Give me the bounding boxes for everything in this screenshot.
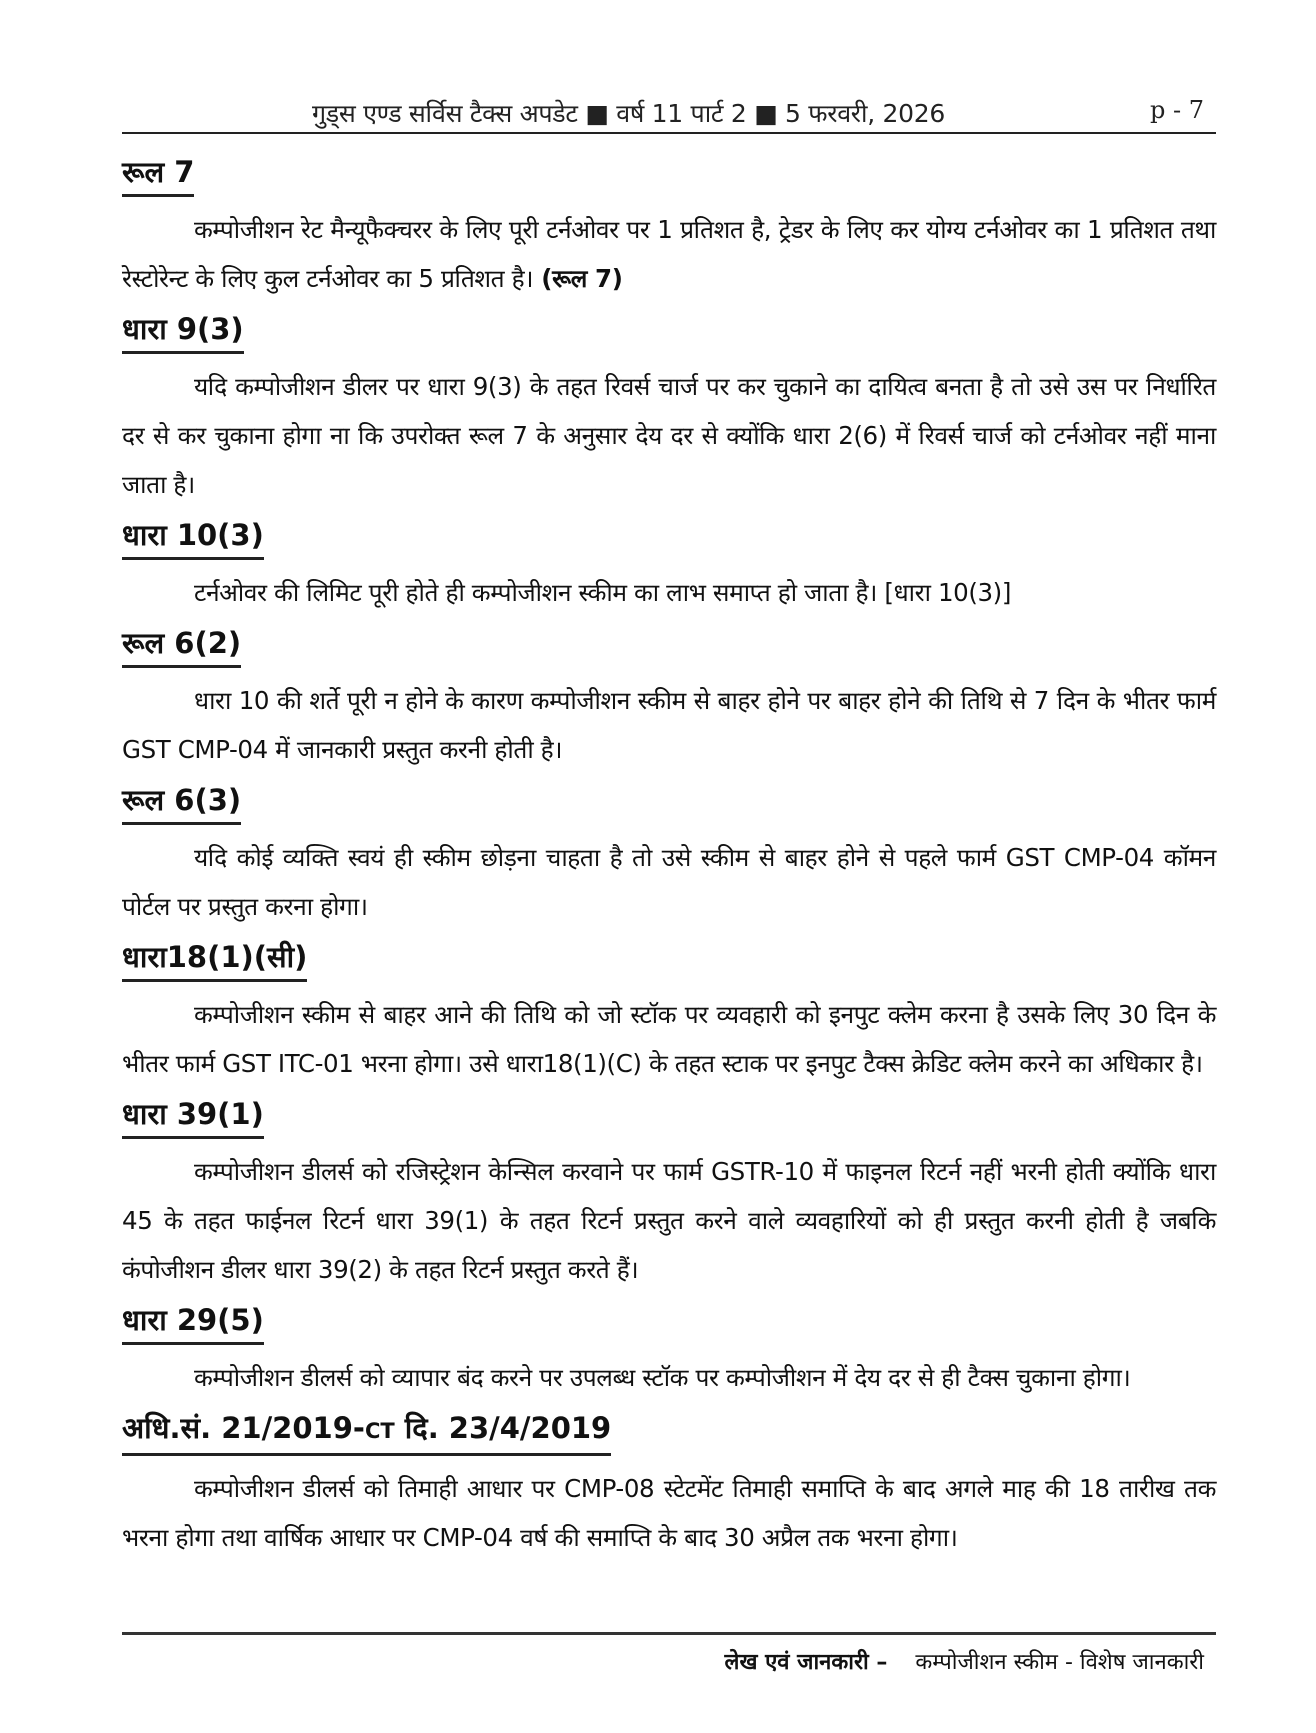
page-header [122, 92, 1216, 132]
paragraph [122, 205, 1216, 303]
paragraph: टर्नओवर की लिमिट पूरी होते ही कम्पोजीशन स्कीम का लाभ समाप्त हो जाता है। [धारा 10(3)] [194, 578, 1011, 607]
section-heading [122, 1408, 611, 1456]
article-body [122, 152, 1216, 1568]
section-heading: रूल 6(3) [122, 780, 241, 825]
paragraph: कम्पोजीशन डीलर्स को तिमाही आधार पर CMP-08 स्टेटमेंट तिमाही समाप्ति के बाद अगले माह की 18 तारीख तक भरना होगा तथा वार्षिक आधार पर CMP-04 वर्ष की समाप्ति के बाद 30 अप्रैल तक भरना होगा। [122, 1474, 1216, 1552]
paragraph: यदि कम्पोजीशन डीलर पर धारा 9(3) के तहत रिवर्स चार्ज पर कर चुकाने का दायित्व बनता है तो उसे उस पर निर्धारित दर से कर चुकाना होगा ना कि उपरोक्त रूल 7 के अनुसार देय दर से क्योंकि धारा 2(6) में रिवर्स चार्ज को टर्नओवर नहीं माना जाता है। [122, 372, 1216, 499]
heading-ct: CT [364, 1419, 395, 1443]
section-heading: धारा 9(3) [122, 309, 244, 354]
footer-text: कम्पोजीशन स्कीम - विशेष जानकारी [915, 1650, 1204, 1675]
section-dhara-10-3 [122, 515, 1216, 617]
paragraph: धारा 10 की शर्ते पूरी न होने के कारण कम्पोजीशन स्कीम से बाहर होने पर बाहर होने की तिथि से 7 दिन के भीतर फार्म GST CMP-04 में जानकारी प्रस्तुत करनी होती है। [122, 686, 1216, 764]
section-dhara-9-3 [122, 309, 1216, 509]
section-heading: धारा18(1)(सी) [122, 937, 307, 982]
paragraph: कम्पोजीशन स्कीम से बाहर आने की तिथि को जो स्टॉक पर व्यवहारी को इनपुट क्लेम करना है उसके लिए 30 दिन के भीतर फार्म GST ITC-01 भरना होगा। उसे धारा18(1)(C) के तहत स्टाक पर इनपुट टैक्स क्रेडिट क्लेम करने का अधिकार है। [122, 1000, 1216, 1078]
section-heading: धारा 39(1) [122, 1094, 264, 1139]
paragraph-text: कम्पोजीशन रेट मैन्यूफैक्चरर के लिए पूरी टर्नओवर पर 1 प्रतिशत है, ट्रेडर के लिए कर योग्य टर्नओवर का 1 प्रतिशत तथा रेस्टोरेन्ट के लिए कुल टर्नओवर का 5 प्रतिशत है। [122, 215, 1216, 293]
paragraph: कम्पोजीशन डीलर्स को व्यापार बंद करने पर उपलब्ध स्टॉक पर कम्पोजीशन में देय दर से ही टैक्स चुकाना होगा। [194, 1363, 1131, 1392]
section-notification-21-2019 [122, 1408, 1216, 1562]
section-dhara-29-5 [122, 1300, 1216, 1402]
section-heading: रूल 7 [122, 152, 194, 197]
page-footer [725, 1646, 1204, 1676]
section-rule-7 [122, 152, 1216, 303]
footer-label: लेख एवं जानकारी – [724, 1650, 888, 1675]
publication-title: गुड्स एण्ड सर्विस टैक्स अपडेट ■ वर्ष 11 पार्ट 2 ■ 5 फरवरी, 2026 [312, 99, 945, 128]
paragraph: कम्पोजीशन डीलर्स को रजिस्ट्रेशन केन्सिल करवाने पर फार्म GSTR-10 में फाइनल रिटर्न नहीं भरनी होती क्योंकि धारा 45 के तहत फाईनल रिटर्न धारा 39(1) के तहत रिटर्न प्रस्तुत करने वाले व्यवहारियों को ही प्रस्तुत करनी होती है जबकि कंपोजीशन डीलर धारा 39(2) के तहत रिटर्न प्रस्तुत करते हैं। [122, 1157, 1216, 1284]
rule-reference: (रूल 7) [533, 264, 623, 293]
section-dhara-18-1-c [122, 937, 1216, 1088]
section-rule-6-3 [122, 780, 1216, 931]
section-heading: धारा 10(3) [122, 515, 264, 560]
section-heading: धारा 29(5) [122, 1300, 264, 1345]
page-number: p - 7 [1150, 96, 1204, 124]
section-dhara-39-1 [122, 1094, 1216, 1294]
section-heading: रूल 6(2) [122, 623, 241, 668]
header-divider [122, 132, 1216, 134]
footer-divider [122, 1632, 1216, 1635]
heading-part: दि. 23/4/2019 [394, 1411, 612, 1445]
paragraph: यदि कोई व्यक्ति स्वयं ही स्कीम छोड़ना चाहता है तो उसे स्कीम से बाहर होने से पहले फार्म GST CMP-04 कॉमन पोर्टल पर प्रस्तुत करना होगा। [122, 843, 1216, 921]
section-rule-6-2 [122, 623, 1216, 774]
heading-part: अधि.सं. 21/2019- [122, 1411, 365, 1445]
